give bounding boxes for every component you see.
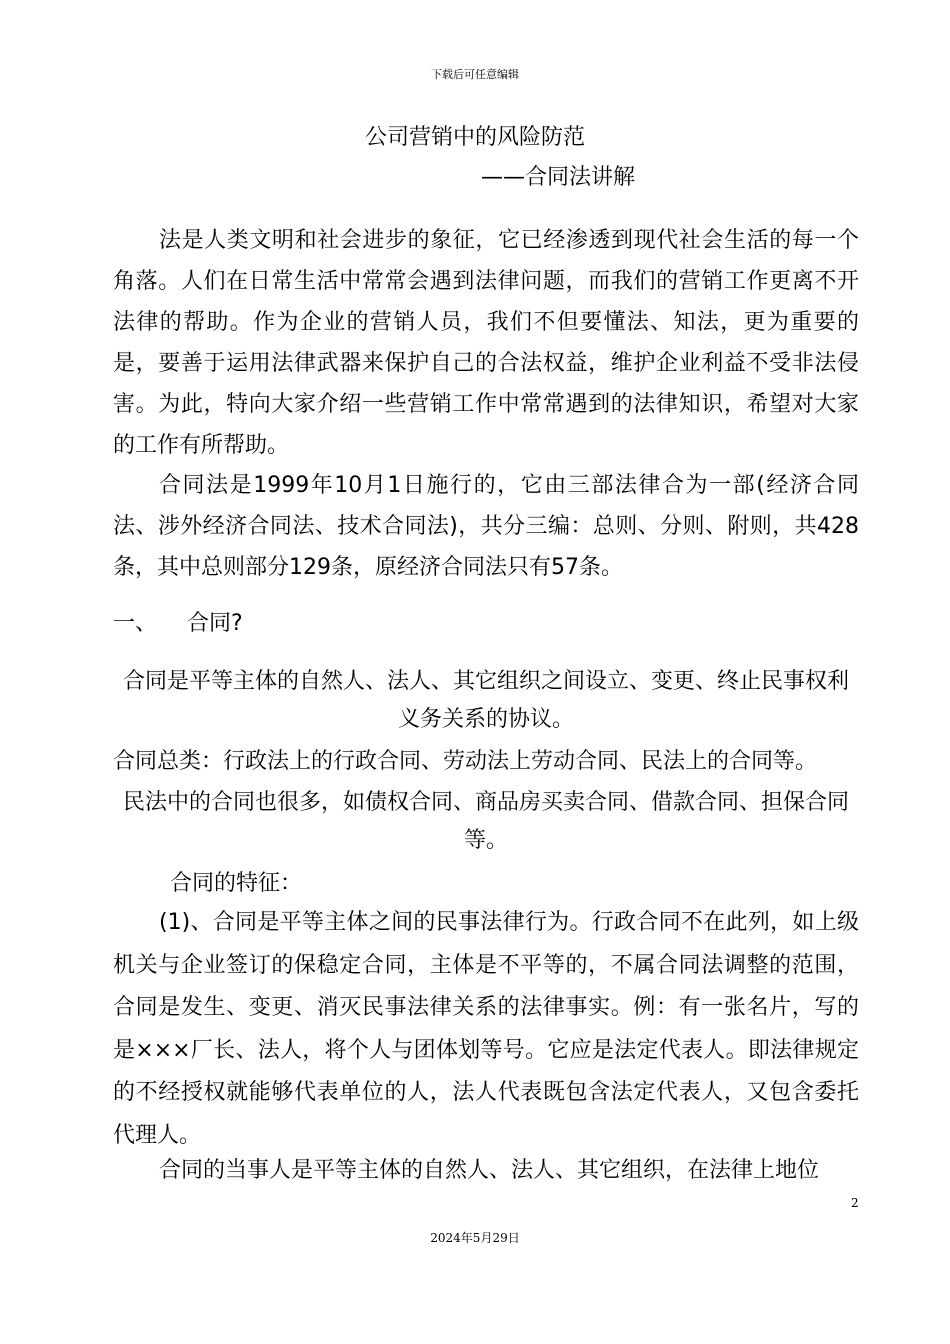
page-footer-date: 2024年5月29日	[430, 1231, 520, 1245]
section-heading	[113, 606, 243, 637]
contract-categories: 合同总类：行政法上的行政合同、劳动法上劳动合同、民法上的合同等。	[113, 749, 818, 774]
paragraph-intro	[113, 220, 859, 466]
paragraph-contract-law	[113, 465, 859, 588]
features-label: 合同的特征：	[170, 871, 303, 896]
page-header: 下载后可任意编辑	[431, 68, 519, 81]
contract-definition: 合同是平等主体的自然人、法人、其它组织之间设立、变更、终止民事权利义务关系的协议。	[122, 669, 849, 732]
paragraph-text: 合同法是1999年10月1日施行的，它由三部法律合为一部(经济合同法、涉外经济合同法、技术合同法)，共分三编：总则、分则、附则，共428条，其中总则部分129条，原经济合同法只有57条。	[113, 473, 859, 580]
paragraph-text: (1)、合同是平等主体之间的民事法律行为。行政合同不在此列，如上级机关与企业签订的保稳定合同，主体是不平等的，不属合同法调整的范围，合同是发生、变更、消灭民事法律关系的法律事实。例：有一张名片，写的是×××厂长、法人，将个人与团体划等号。它应是法定代表人。即法律规定的不经授权就能够代表单位的人，法人代表既包含法定代表人，又包含委托代理人。	[113, 910, 859, 1148]
paragraph-text: 合同的当事人是平等主体的自然人、法人、其它组织，在法律上地位	[159, 1158, 820, 1183]
document-title: 公司营销中的风险防范	[364, 125, 585, 150]
paragraph-text: 法是人类文明和社会进步的象征，它已经渗透到现代社会生活的每一个角落。人们在日常生活中常常会遇到法律问题，而我们的营销工作更离不开法律的帮助。作为企业的营销人员，我们不但要懂法、知法，更为重要的是，要善于运用法律武器来保护自己的合法权益，维护企业利益不受非法侵害。为此，特向大家介绍一些营销工作中常常遇到的法律知识，希望对大家的工作有所帮助。	[113, 228, 859, 458]
paragraph-feature-1	[113, 902, 859, 1157]
document-subtitle: ——合同法讲解	[481, 165, 636, 190]
civil-contracts: 民法中的合同也很多，如债权合同、商品房买卖合同、借款合同、担保合同等。	[122, 790, 849, 853]
section-title: 合同?	[187, 611, 243, 636]
paragraph-parties	[113, 1150, 859, 1191]
page-number: 2	[851, 1196, 859, 1210]
section-number: 一、	[113, 611, 158, 636]
